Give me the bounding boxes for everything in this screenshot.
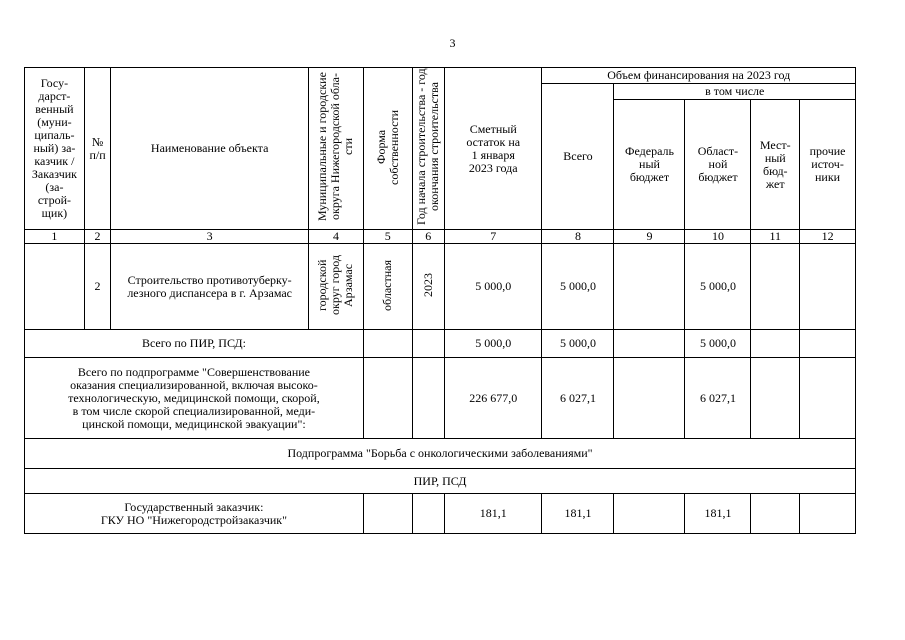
cell-customer bbox=[25, 244, 85, 330]
header-local: Мест- ный бюд- жет bbox=[751, 100, 800, 230]
subprogram-total-regional: 6 027,1 bbox=[685, 358, 751, 439]
header-years: Год начала строительства - год окончания строительства bbox=[412, 68, 444, 230]
header-municipal: Муниципальные и городские округа Нижегородской обла-сти bbox=[309, 68, 364, 230]
cell-ownership: областная bbox=[363, 244, 412, 330]
empty-cell bbox=[412, 330, 444, 358]
header-funding: Объем финансирования на 2023 год bbox=[542, 68, 856, 84]
cell-balance: 5 000,0 bbox=[445, 244, 542, 330]
table-row bbox=[25, 244, 856, 330]
col-number: 1 bbox=[25, 230, 85, 244]
subprogram-total-balance: 226 677,0 bbox=[445, 358, 542, 439]
header-object-name: Наименование объекта bbox=[111, 68, 309, 230]
col-number: 12 bbox=[800, 230, 856, 244]
col-number: 3 bbox=[111, 230, 309, 244]
subprogram-total-label: Всего по подпрограмме "Совершенствование оказания специализированной, включая высоко- технологическую, медицинской помощи, скорой, в том числе скорой специализированной, меди- цинской помощи, медицинской эвакуации": bbox=[25, 358, 364, 439]
header-federal: Федераль ный бюджет bbox=[614, 100, 685, 230]
header-num: № п/п bbox=[84, 68, 110, 230]
cell-other bbox=[800, 244, 856, 330]
col-number: 5 bbox=[363, 230, 412, 244]
col-number: 7 bbox=[445, 230, 542, 244]
table-row bbox=[25, 330, 856, 358]
table-row bbox=[25, 494, 856, 534]
subprogram-title: Подпрограмма "Борьба с онкологическими заболеваниями" bbox=[25, 439, 856, 469]
total-pir-regional: 5 000,0 bbox=[685, 330, 751, 358]
col-number: 4 bbox=[309, 230, 364, 244]
customer-label: Государственный заказчик: ГКУ НО "Нижегородстройзаказчик" bbox=[25, 494, 364, 534]
table-row bbox=[25, 358, 856, 439]
empty-cell bbox=[363, 494, 412, 534]
cell-federal bbox=[614, 244, 685, 330]
empty-cell bbox=[412, 494, 444, 534]
header-regional: Област- ной бюджет bbox=[685, 100, 751, 230]
col-number: 11 bbox=[751, 230, 800, 244]
header-total: Всего bbox=[542, 84, 614, 230]
col-number: 9 bbox=[614, 230, 685, 244]
header-including: в том числе bbox=[614, 84, 856, 100]
empty-cell bbox=[412, 358, 444, 439]
col-number: 8 bbox=[542, 230, 614, 244]
empty-cell bbox=[614, 330, 685, 358]
customer-balance: 181,1 bbox=[445, 494, 542, 534]
empty-cell bbox=[800, 330, 856, 358]
total-pir-balance: 5 000,0 bbox=[445, 330, 542, 358]
cell-regional: 5 000,0 bbox=[685, 244, 751, 330]
col-number: 2 bbox=[84, 230, 110, 244]
page-number: 3 bbox=[449, 36, 456, 50]
empty-cell bbox=[363, 330, 412, 358]
cell-object-name: Строительство противотуберку- лезного диспансера в г. Арзамас bbox=[111, 244, 309, 330]
section-title: ПИР, ПСД bbox=[25, 469, 856, 494]
empty-cell bbox=[751, 358, 800, 439]
col-number: 6 bbox=[412, 230, 444, 244]
empty-cell bbox=[614, 494, 685, 534]
cell-years: 2023 bbox=[412, 244, 444, 330]
header-balance: Сметный остаток на 1 января 2023 года bbox=[445, 68, 542, 230]
empty-cell bbox=[800, 494, 856, 534]
empty-cell bbox=[800, 358, 856, 439]
cell-num: 2 bbox=[84, 244, 110, 330]
total-pir-label: Всего по ПИР, ПСД: bbox=[25, 330, 364, 358]
subprogram-total-total: 6 027,1 bbox=[542, 358, 614, 439]
header-other: прочие источ- ники bbox=[800, 100, 856, 230]
financing-table bbox=[24, 67, 856, 534]
header-customer: Госу- дарст- венный (муни- ципаль- ный) за- казчик / Заказчик (за- строй- щик) bbox=[25, 68, 85, 230]
empty-cell bbox=[363, 358, 412, 439]
customer-regional: 181,1 bbox=[685, 494, 751, 534]
customer-total: 181,1 bbox=[542, 494, 614, 534]
empty-cell bbox=[614, 358, 685, 439]
col-number: 10 bbox=[685, 230, 751, 244]
cell-total: 5 000,0 bbox=[542, 244, 614, 330]
total-pir-total: 5 000,0 bbox=[542, 330, 614, 358]
empty-cell bbox=[751, 330, 800, 358]
empty-cell bbox=[751, 494, 800, 534]
header-ownership: Форма собственности bbox=[363, 68, 412, 230]
cell-municipal: городской округ город Арзамас bbox=[309, 244, 364, 330]
cell-local bbox=[751, 244, 800, 330]
